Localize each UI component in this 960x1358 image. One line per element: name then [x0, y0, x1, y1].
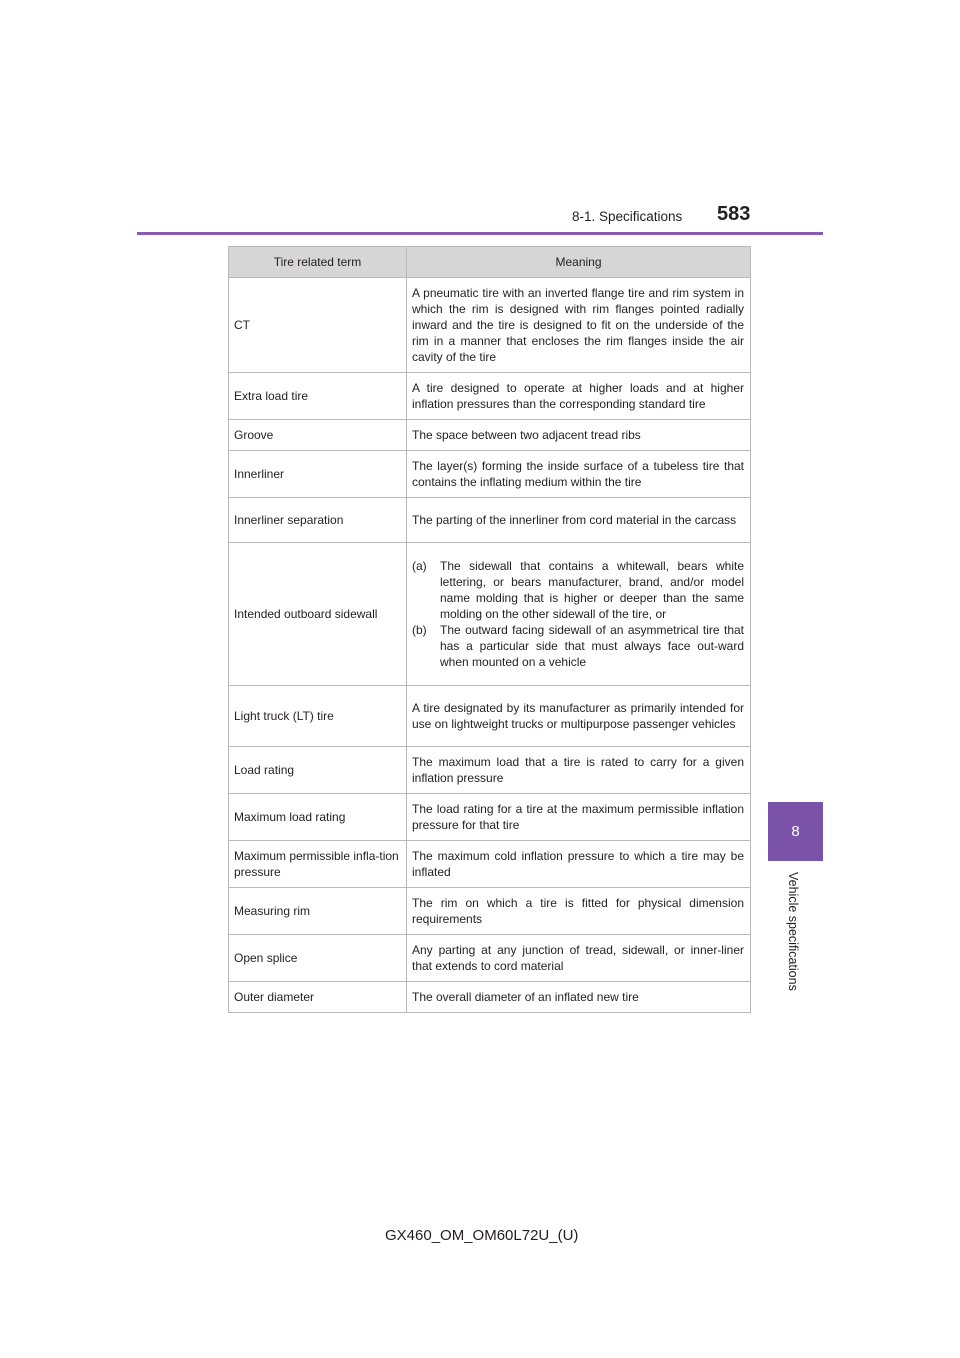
table-row — [229, 498, 751, 543]
term-cell: Maximum load rating — [229, 794, 407, 841]
list-item — [412, 558, 744, 622]
list-item — [412, 622, 744, 670]
meaning-cell: The load rating for a tire at the maximum permissible inflation pressure for that tire — [407, 794, 751, 841]
chapter-number: 8 — [791, 823, 800, 840]
term-cell: Extra load tire — [229, 373, 407, 420]
meaning-cell: The maximum load that a tire is rated to carry for a given inflation pressure — [407, 747, 751, 794]
document-code: GX460_OM_OM60L72U_(U) — [385, 1227, 579, 1244]
meaning-cell: Any parting at any junction of tread, sidewall, or inner-liner that extends to cord material — [407, 935, 751, 982]
table-row — [229, 278, 751, 373]
term-cell: Innerliner — [229, 451, 407, 498]
meaning-cell — [407, 543, 751, 686]
table-row — [229, 543, 751, 686]
meaning-cell: The maximum cold inflation pressure to which a tire may be inflated — [407, 841, 751, 888]
section-title: 8-1. Specifications — [572, 209, 683, 224]
term-cell: Maximum permissible infla-tion pressure — [229, 841, 407, 888]
term-cell: Groove — [229, 420, 407, 451]
chapter-tab[interactable] — [768, 802, 823, 861]
list-text: The outward facing sidewall of an asymmetrical tire that has a particular side that must always face out-ward when mounted on a vehicle — [440, 623, 744, 669]
column-header-meaning: Meaning — [407, 247, 751, 278]
page-number: 583 — [717, 203, 751, 225]
term-cell: Load rating — [229, 747, 407, 794]
table-row — [229, 373, 751, 420]
column-header-term: Tire related term — [229, 247, 407, 278]
list-marker: (a) — [412, 559, 427, 573]
term-cell: Open splice — [229, 935, 407, 982]
meaning-cell: A tire designed to operate at higher loads and at higher inflation pressures than the corresponding standard tire — [407, 373, 751, 420]
table-row — [229, 420, 751, 451]
term-cell: Outer diameter — [229, 982, 407, 1013]
header-divider — [137, 232, 823, 235]
table-row — [229, 686, 751, 747]
tire-terms-table — [228, 246, 751, 1013]
table-row — [229, 841, 751, 888]
meaning-cell: The space between two adjacent tread ribs — [407, 420, 751, 451]
table-row — [229, 888, 751, 935]
list-text: The sidewall that contains a whitewall, bears white lettering, or bears manufacturer, brand, and/or model name molding that is higher or deeper than the same molding on the other sidewall of the tire, or — [440, 559, 744, 621]
term-cell: Light truck (LT) tire — [229, 686, 407, 747]
table-row — [229, 451, 751, 498]
meaning-cell: The overall diameter of an inflated new tire — [407, 982, 751, 1013]
term-cell: Measuring rim — [229, 888, 407, 935]
meaning-cell: The layer(s) forming the inside surface of a tubeless tire that contains the inflating medium within the tire — [407, 451, 751, 498]
list-marker: (b) — [412, 623, 427, 637]
meaning-cell: The parting of the innerliner from cord material in the carcass — [407, 498, 751, 543]
table-row — [229, 794, 751, 841]
chapter-title: Vehicle specifications — [786, 872, 800, 991]
meaning-cell: A pneumatic tire with an inverted flange tire and rim system in which the rim is designed with rim flanges pointed radially inward and the tire is designed to fit on the underside of the rim in a manner that encloses the rim flanges inside the air cavity of the tire — [407, 278, 751, 373]
term-cell: Intended outboard sidewall — [229, 543, 407, 686]
meaning-cell: The rim on which a tire is fitted for physical dimension requirements — [407, 888, 751, 935]
table-row — [229, 982, 751, 1013]
term-cell: CT — [229, 278, 407, 373]
table-header-row — [229, 247, 751, 278]
meaning-cell: A tire designated by its manufacturer as primarily intended for use on lightweight trucks or multipurpose passenger vehicles — [407, 686, 751, 747]
table-row — [229, 935, 751, 982]
table-row — [229, 747, 751, 794]
term-cell: Innerliner separation — [229, 498, 407, 543]
